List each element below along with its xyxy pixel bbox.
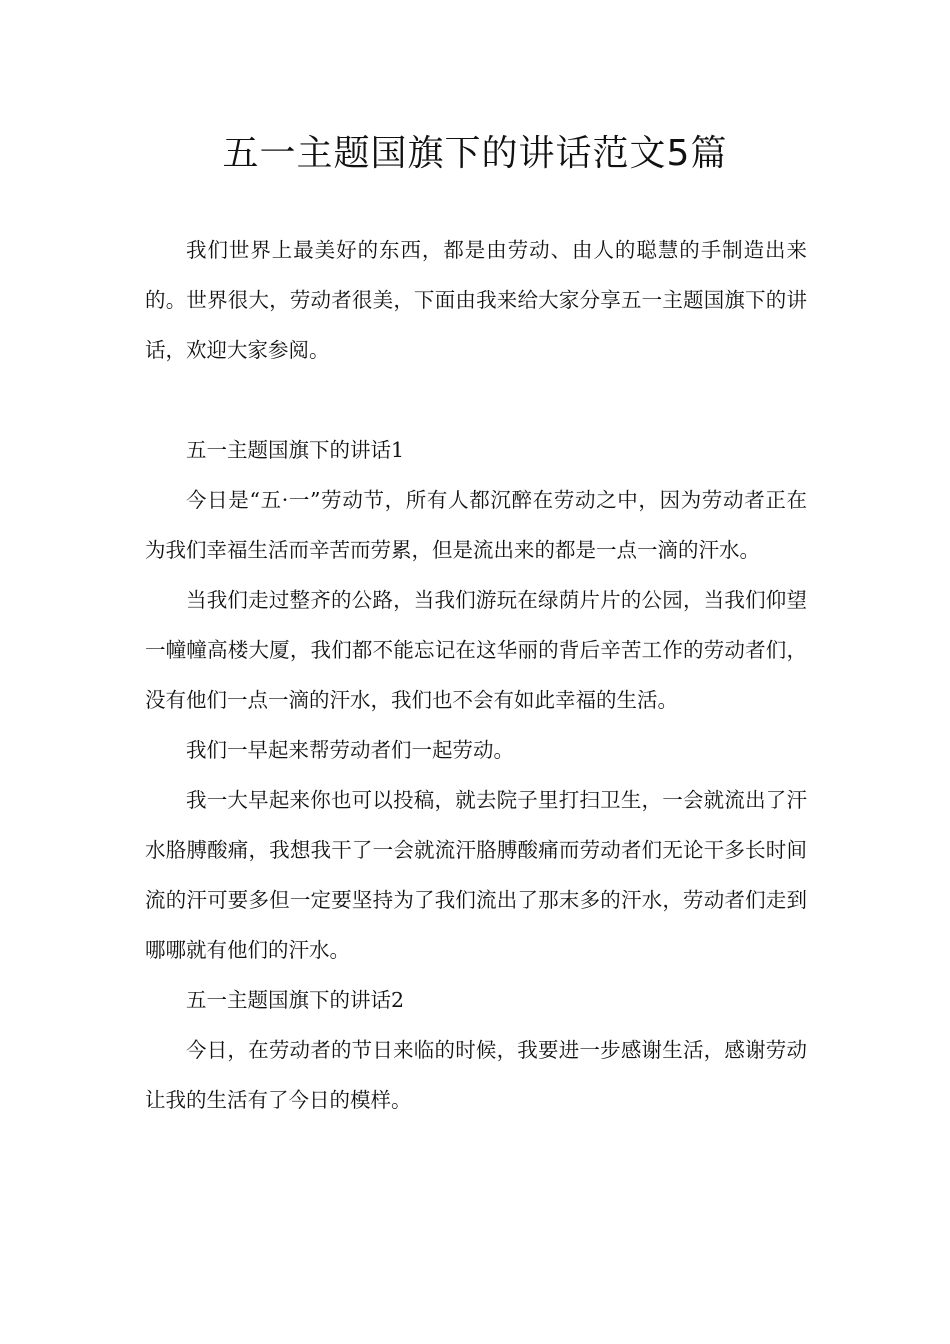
section1-paragraph: 我一大早起来你也可以投稿，就去院子里打扫卫生，一会就流出了汗水胳膊酸痛，我想我干了一会就流汗胳膊酸痛而劳动者们无论干多长时间流的汗可要多但一定要坚持为了我们流出了那末多的汗水，劳动者们走到哪哪就有他们的汗水。 [145, 788, 807, 962]
section-heading-1: 五一主题国旗下的讲话1 [186, 438, 405, 462]
document-title: 五一主题国旗下的讲话范文5篇 [222, 133, 728, 174]
section-heading-2: 五一主题国旗下的讲话2 [186, 988, 405, 1012]
section2-paragraph: 今日，在劳动者的节日来临的时候，我要进一步感谢生活，感谢劳动让我的生活有了今日的模样。 [145, 1038, 807, 1112]
document-body [145, 225, 807, 1125]
intro-paragraph: 我们世界上最美好的东西，都是由劳动、由人的聪慧的手制造出来的。世界很大，劳动者很美，下面由我来给大家分享五一主题国旗下的讲话，欢迎大家参阅。 [145, 238, 807, 362]
section1-paragraph: 今日是“五·一”劳动节，所有人都沉醉在劳动之中，因为劳动者正在为我们幸福生活而辛苦而劳累，但是流出来的都是一点一滴的汗水。 [145, 488, 807, 562]
paragraph-spacer [145, 375, 807, 425]
section1-paragraph: 我们一早起来帮劳动者们一起劳动。 [186, 738, 514, 762]
section1-paragraph: 当我们走过整齐的公路，当我们游玩在绿荫片片的公园，当我们仰望一幢幢高楼大厦，我们都不能忘记在这华丽的背后辛苦工作的劳动者们，没有他们一点一滴的汗水，我们也不会有如此幸福的生活。 [145, 588, 807, 712]
